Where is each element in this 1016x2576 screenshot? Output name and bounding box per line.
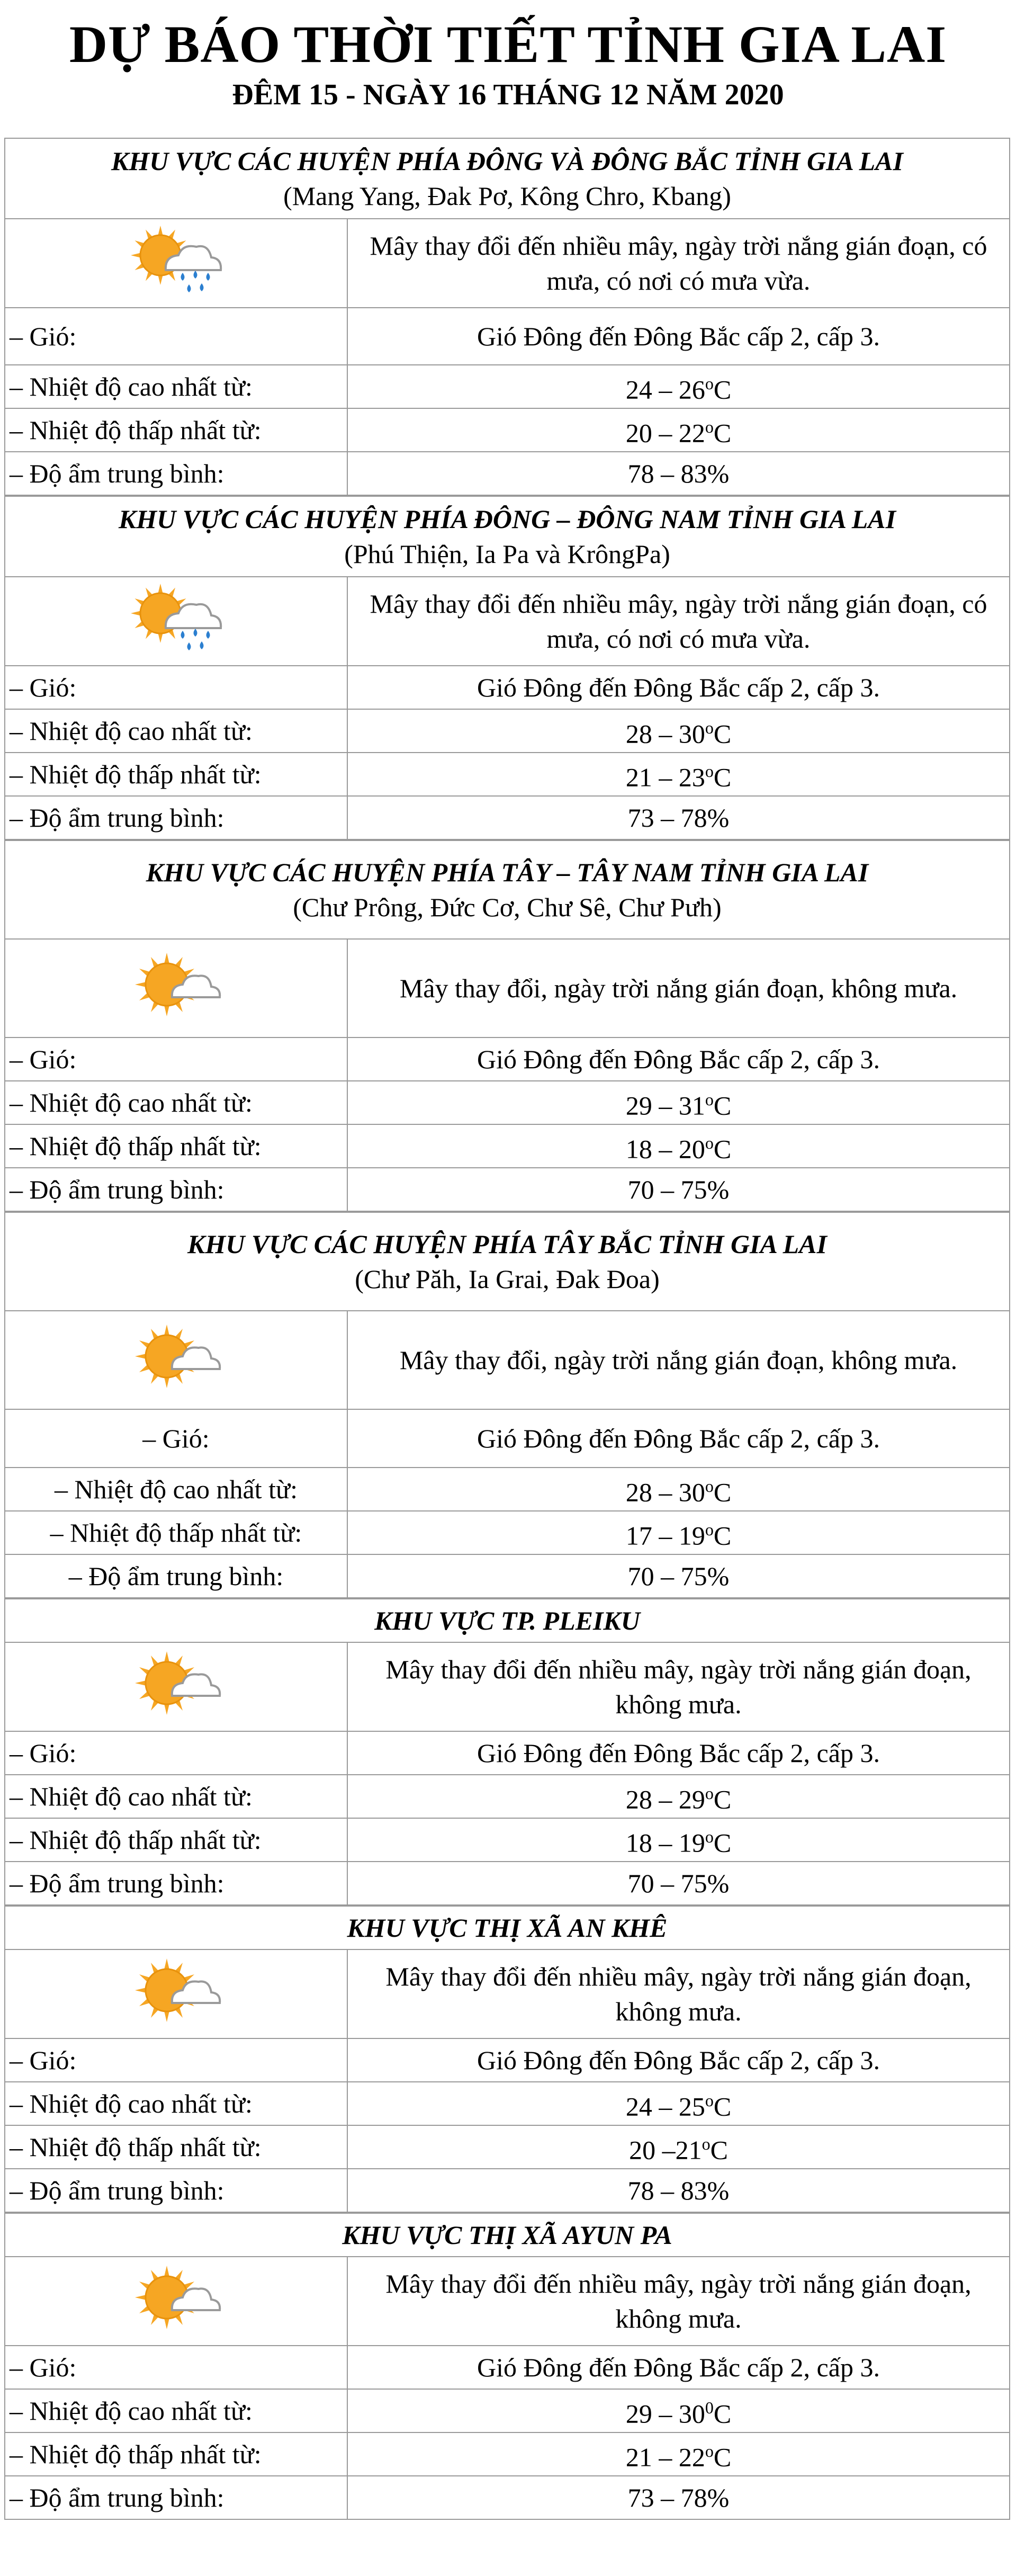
temperature-range: 29 – 31 bbox=[625, 1090, 705, 1121]
row-value bbox=[347, 666, 1010, 709]
row-label: – Độ ẩm trung bình: bbox=[5, 1554, 347, 1598]
weather-icon-cell bbox=[5, 1642, 347, 1731]
region-header-row bbox=[5, 1906, 1010, 1949]
region-title: KHU VỰC CÁC HUYỆN PHÍA TÂY – TÂY NAM TỈNH GIA LAI bbox=[146, 857, 869, 887]
row-label: – Nhiệt độ cao nhất từ: bbox=[5, 1775, 347, 1818]
row-label: – Nhiệt độ thấp nhất từ: bbox=[5, 2125, 347, 2169]
row-value bbox=[347, 1124, 1010, 1168]
row-value bbox=[347, 1081, 1010, 1124]
wind-row bbox=[5, 666, 1010, 709]
row-label: – Độ ẩm trung bình: bbox=[5, 1862, 347, 1905]
weather-row bbox=[5, 2257, 1010, 2346]
wind-row bbox=[5, 1409, 1010, 1468]
row-value bbox=[347, 2125, 1010, 2169]
row-label: – Nhiệt độ thấp nhất từ: bbox=[5, 2432, 347, 2476]
max-temp-row bbox=[5, 2389, 1010, 2432]
humidity-row bbox=[5, 796, 1010, 839]
weather-icon-cell bbox=[5, 939, 347, 1037]
temperature-range: 24 – 25 bbox=[625, 2091, 705, 2122]
row-value bbox=[347, 308, 1010, 365]
humidity-value: 78 – 83% bbox=[627, 459, 730, 488]
region-header bbox=[5, 2213, 1010, 2257]
max-temp-row bbox=[5, 365, 1010, 408]
region-header bbox=[5, 1599, 1010, 1642]
weather-description: Mây thay đổi đến nhiều mây, ngày trời nắng gián đoạn, không mưa. bbox=[347, 1642, 1010, 1731]
weather-description: Mây thay đổi, ngày trời nắng gián đoạn, không mưa. bbox=[347, 1311, 1010, 1409]
temperature-range: 24 – 26 bbox=[625, 374, 705, 405]
wind-value: Gió Đông đến Đông Bắc cấp 2, cấp 3. bbox=[477, 1738, 880, 1768]
min-temp-row bbox=[5, 1124, 1010, 1168]
region-subtitle: (Chư Prông, Đức Cơ, Chư Sê, Chư Pưh) bbox=[293, 892, 722, 922]
celsius-unit: C bbox=[713, 1090, 732, 1121]
celsius-unit: C bbox=[713, 2442, 732, 2472]
temperature-range: 28 – 30 bbox=[625, 719, 705, 749]
max-temp-row bbox=[5, 2082, 1010, 2125]
row-value bbox=[347, 1168, 1010, 1211]
humidity-value: 78 – 83% bbox=[627, 2176, 730, 2205]
region-table bbox=[4, 840, 1010, 1212]
region-table bbox=[4, 496, 1010, 840]
celsius-unit: C bbox=[713, 418, 732, 448]
region-subtitle: (Phú Thiện, Ia Pa và KrôngPa) bbox=[344, 539, 670, 569]
region-header-row bbox=[5, 1599, 1010, 1642]
region-table bbox=[4, 1598, 1010, 1906]
weather-row bbox=[5, 1642, 1010, 1731]
row-label: – Nhiệt độ thấp nhất từ: bbox=[5, 753, 347, 796]
temperature-range: 18 – 20 bbox=[625, 1134, 705, 1164]
row-label: – Gió: bbox=[5, 2346, 347, 2389]
humidity-value: 73 – 78% bbox=[627, 2483, 730, 2512]
weather-icon-cell bbox=[5, 219, 347, 308]
weather-description: Mây thay đổi đến nhiều mây, ngày trời nắng gián đoạn, có mưa, có nơi có mưa vừa. bbox=[347, 577, 1010, 666]
celsius-unit: C bbox=[713, 2399, 732, 2429]
region-header bbox=[5, 138, 1010, 219]
humidity-row bbox=[5, 1168, 1010, 1211]
wind-row bbox=[5, 2038, 1010, 2082]
region-header bbox=[5, 840, 1010, 939]
region-table bbox=[4, 2213, 1010, 2520]
region-subtitle: (Chư Păh, Ia Grai, Đak Đoa) bbox=[355, 1264, 660, 1294]
row-label: – Nhiệt độ thấp nhất từ: bbox=[5, 1818, 347, 1862]
temperature-range: 29 – 30 bbox=[625, 2399, 705, 2429]
row-label: – Nhiệt độ thấp nhất từ: bbox=[5, 408, 347, 452]
humidity-row bbox=[5, 2476, 1010, 2519]
row-label: – Độ ẩm trung bình: bbox=[5, 2169, 347, 2212]
degree-symbol: o bbox=[705, 417, 714, 437]
celsius-unit: C bbox=[713, 1134, 732, 1164]
min-temp-row bbox=[5, 408, 1010, 452]
sun-cloud-icon bbox=[123, 1372, 229, 1401]
temperature-range: 18 – 19 bbox=[625, 1828, 705, 1858]
humidity-value: 73 – 78% bbox=[627, 803, 730, 833]
wind-value: Gió Đông đến Đông Bắc cấp 2, cấp 3. bbox=[477, 673, 880, 702]
celsius-unit: C bbox=[713, 1520, 732, 1551]
region-title: KHU VỰC TP. PLEIKU bbox=[374, 1606, 640, 1635]
row-value bbox=[347, 1554, 1010, 1598]
row-value bbox=[347, 2038, 1010, 2082]
humidity-value: 70 – 75% bbox=[627, 1868, 730, 1898]
weather-description: Mây thay đổi đến nhiều mây, ngày trời nắng gián đoạn, không mưa. bbox=[347, 1949, 1010, 2038]
sun-cloud-rain-icon bbox=[123, 633, 229, 663]
region-title: KHU VỰC THỊ XÃ AYUN PA bbox=[342, 2220, 672, 2250]
row-value bbox=[347, 365, 1010, 408]
row-value bbox=[347, 1818, 1010, 1862]
degree-symbol: o bbox=[705, 1784, 714, 1803]
row-value bbox=[347, 2082, 1010, 2125]
row-label: – Gió: bbox=[5, 666, 347, 709]
degree-symbol: o bbox=[705, 1133, 714, 1153]
row-label: – Gió: bbox=[5, 308, 347, 365]
row-label: – Nhiệt độ cao nhất từ: bbox=[5, 709, 347, 753]
celsius-unit: C bbox=[713, 719, 732, 749]
region-table bbox=[4, 1906, 1010, 2213]
row-label: – Nhiệt độ cao nhất từ: bbox=[5, 2082, 347, 2125]
weather-description: Mây thay đổi đến nhiều mây, ngày trời nắng gián đoạn, không mưa. bbox=[347, 2257, 1010, 2346]
row-label: – Nhiệt độ cao nhất từ: bbox=[5, 1081, 347, 1124]
row-label: – Độ ẩm trung bình: bbox=[5, 452, 347, 495]
region-table bbox=[4, 138, 1010, 496]
region-subtitle: (Mang Yang, Đak Pơ, Kông Chro, Kbang) bbox=[283, 181, 731, 211]
row-value bbox=[347, 1468, 1010, 1511]
weather-icon-cell bbox=[5, 577, 347, 666]
celsius-unit: C bbox=[713, 2091, 732, 2122]
region-header bbox=[5, 1212, 1010, 1311]
degree-symbol: o bbox=[705, 1520, 714, 1540]
region-header-row bbox=[5, 1212, 1010, 1311]
row-label: – Gió: bbox=[5, 1731, 347, 1775]
region-title: KHU VỰC CÁC HUYỆN PHÍA TÂY BẮC TỈNH GIA LAI bbox=[187, 1229, 827, 1259]
row-label: – Nhiệt độ cao nhất từ: bbox=[5, 2389, 347, 2432]
region-header-row bbox=[5, 840, 1010, 939]
wind-value: Gió Đông đến Đông Bắc cấp 2, cấp 3. bbox=[477, 2045, 880, 2075]
degree-symbol: o bbox=[705, 2091, 714, 2110]
temperature-range: 21 – 23 bbox=[625, 762, 705, 792]
region-table bbox=[4, 1212, 1010, 1598]
region-header-row bbox=[5, 496, 1010, 577]
page-subtitle: ĐÊM 15 - NGÀY 16 THÁNG 12 NĂM 2020 bbox=[232, 78, 784, 111]
wind-row bbox=[5, 1037, 1010, 1081]
humidity-value: 70 – 75% bbox=[627, 1561, 730, 1591]
humidity-row bbox=[5, 452, 1010, 495]
wind-row bbox=[5, 308, 1010, 365]
degree-symbol: 0 bbox=[705, 2398, 714, 2418]
celsius-unit: C bbox=[713, 1828, 732, 1858]
row-value bbox=[347, 2169, 1010, 2212]
min-temp-row bbox=[5, 2125, 1010, 2169]
row-value bbox=[347, 1775, 1010, 1818]
row-label: – Nhiệt độ cao nhất từ: bbox=[5, 365, 347, 408]
temperature-range: 28 – 29 bbox=[625, 1784, 705, 1814]
row-label: – Độ ẩm trung bình: bbox=[5, 2476, 347, 2519]
row-label: – Độ ẩm trung bình: bbox=[5, 796, 347, 839]
degree-symbol: o bbox=[705, 1090, 714, 1110]
weather-row bbox=[5, 1949, 1010, 2038]
page-title: DỰ BÁO THỜI TIẾT TỈNH GIA LAI bbox=[69, 15, 947, 74]
weather-row bbox=[5, 939, 1010, 1037]
wind-value: Gió Đông đến Đông Bắc cấp 2, cấp 3. bbox=[477, 321, 880, 351]
region-title: KHU VỰC THỊ XÃ AN KHÊ bbox=[347, 1913, 668, 1943]
min-temp-row bbox=[5, 753, 1010, 796]
row-value bbox=[347, 408, 1010, 452]
celsius-unit: C bbox=[710, 2135, 728, 2165]
humidity-value: 70 – 75% bbox=[627, 1175, 730, 1204]
row-value bbox=[347, 1862, 1010, 1905]
sun-cloud-icon bbox=[123, 2313, 229, 2342]
weather-icon-cell bbox=[5, 2257, 347, 2346]
sun-cloud-icon bbox=[123, 2006, 229, 2035]
weather-description: Mây thay đổi, ngày trời nắng gián đoạn, không mưa. bbox=[347, 939, 1010, 1037]
row-label: – Độ ẩm trung bình: bbox=[5, 1168, 347, 1211]
weather-row bbox=[5, 577, 1010, 666]
degree-symbol: o bbox=[705, 2441, 714, 2461]
celsius-unit: C bbox=[713, 762, 732, 792]
region-header-row bbox=[5, 2213, 1010, 2257]
degree-symbol: o bbox=[705, 718, 714, 738]
region-header bbox=[5, 1906, 1010, 1949]
humidity-row bbox=[5, 1554, 1010, 1598]
weather-row bbox=[5, 1311, 1010, 1409]
temperature-range: 20 –21 bbox=[629, 2135, 702, 2165]
weather-description: Mây thay đổi đến nhiều mây, ngày trời nắng gián đoạn, có mưa, có nơi có mưa vừa. bbox=[347, 219, 1010, 308]
temperature-range: 21 – 22 bbox=[625, 2442, 705, 2472]
row-value bbox=[347, 1037, 1010, 1081]
wind-value: Gió Đông đến Đông Bắc cấp 2, cấp 3. bbox=[477, 1424, 880, 1453]
min-temp-row bbox=[5, 1818, 1010, 1862]
forecast-report bbox=[4, 138, 1010, 2520]
max-temp-row bbox=[5, 1081, 1010, 1124]
humidity-row bbox=[5, 1862, 1010, 1905]
region-header-row bbox=[5, 138, 1010, 219]
row-value bbox=[347, 796, 1010, 839]
region-title: KHU VỰC CÁC HUYỆN PHÍA ĐÔNG – ĐÔNG NAM TỈNH GIA LAI bbox=[118, 504, 896, 534]
min-temp-row bbox=[5, 1511, 1010, 1554]
row-label: – Gió: bbox=[5, 2038, 347, 2082]
row-value bbox=[347, 709, 1010, 753]
row-label: – Nhiệt độ thấp nhất từ: bbox=[5, 1511, 347, 1554]
celsius-unit: C bbox=[713, 1784, 732, 1814]
wind-value: Gió Đông đến Đông Bắc cấp 2, cấp 3. bbox=[477, 1044, 880, 1074]
region-title: KHU VỰC CÁC HUYỆN PHÍA ĐÔNG VÀ ĐÔNG BẮC TỈNH GIA LAI bbox=[111, 146, 903, 176]
temperature-range: 20 – 22 bbox=[625, 418, 705, 448]
temperature-range: 17 – 19 bbox=[625, 1520, 705, 1551]
degree-symbol: o bbox=[705, 1477, 714, 1496]
wind-value: Gió Đông đến Đông Bắc cấp 2, cấp 3. bbox=[477, 2353, 880, 2382]
row-label: – Gió: bbox=[5, 1409, 347, 1468]
row-value bbox=[347, 1731, 1010, 1775]
temperature-range: 28 – 30 bbox=[625, 1477, 705, 1507]
row-label: – Nhiệt độ cao nhất từ: bbox=[5, 1468, 347, 1511]
degree-symbol: o bbox=[702, 2134, 711, 2154]
humidity-row bbox=[5, 2169, 1010, 2212]
max-temp-row bbox=[5, 1775, 1010, 1818]
row-value bbox=[347, 2389, 1010, 2432]
wind-row bbox=[5, 1731, 1010, 1775]
sun-cloud-rain-icon bbox=[123, 275, 229, 305]
celsius-unit: C bbox=[713, 374, 732, 405]
row-label: – Gió: bbox=[5, 1037, 347, 1081]
row-value bbox=[347, 753, 1010, 796]
celsius-unit: C bbox=[713, 1477, 732, 1507]
wind-row bbox=[5, 2346, 1010, 2389]
weather-icon-cell bbox=[5, 1311, 347, 1409]
row-value bbox=[347, 1511, 1010, 1554]
row-value bbox=[347, 2346, 1010, 2389]
sun-cloud-icon bbox=[123, 1698, 229, 1728]
weather-icon-cell bbox=[5, 1949, 347, 2038]
degree-symbol: o bbox=[705, 374, 714, 393]
max-temp-row bbox=[5, 1468, 1010, 1511]
page-header bbox=[0, 0, 1016, 113]
row-value bbox=[347, 1409, 1010, 1468]
min-temp-row bbox=[5, 2432, 1010, 2476]
row-value bbox=[347, 452, 1010, 495]
degree-symbol: o bbox=[705, 762, 714, 781]
max-temp-row bbox=[5, 709, 1010, 753]
row-value bbox=[347, 2476, 1010, 2519]
weather-row bbox=[5, 219, 1010, 308]
region-header bbox=[5, 496, 1010, 577]
sun-cloud-icon bbox=[123, 1000, 229, 1030]
degree-symbol: o bbox=[705, 1827, 714, 1847]
row-label: – Nhiệt độ thấp nhất từ: bbox=[5, 1124, 347, 1168]
row-value bbox=[347, 2432, 1010, 2476]
